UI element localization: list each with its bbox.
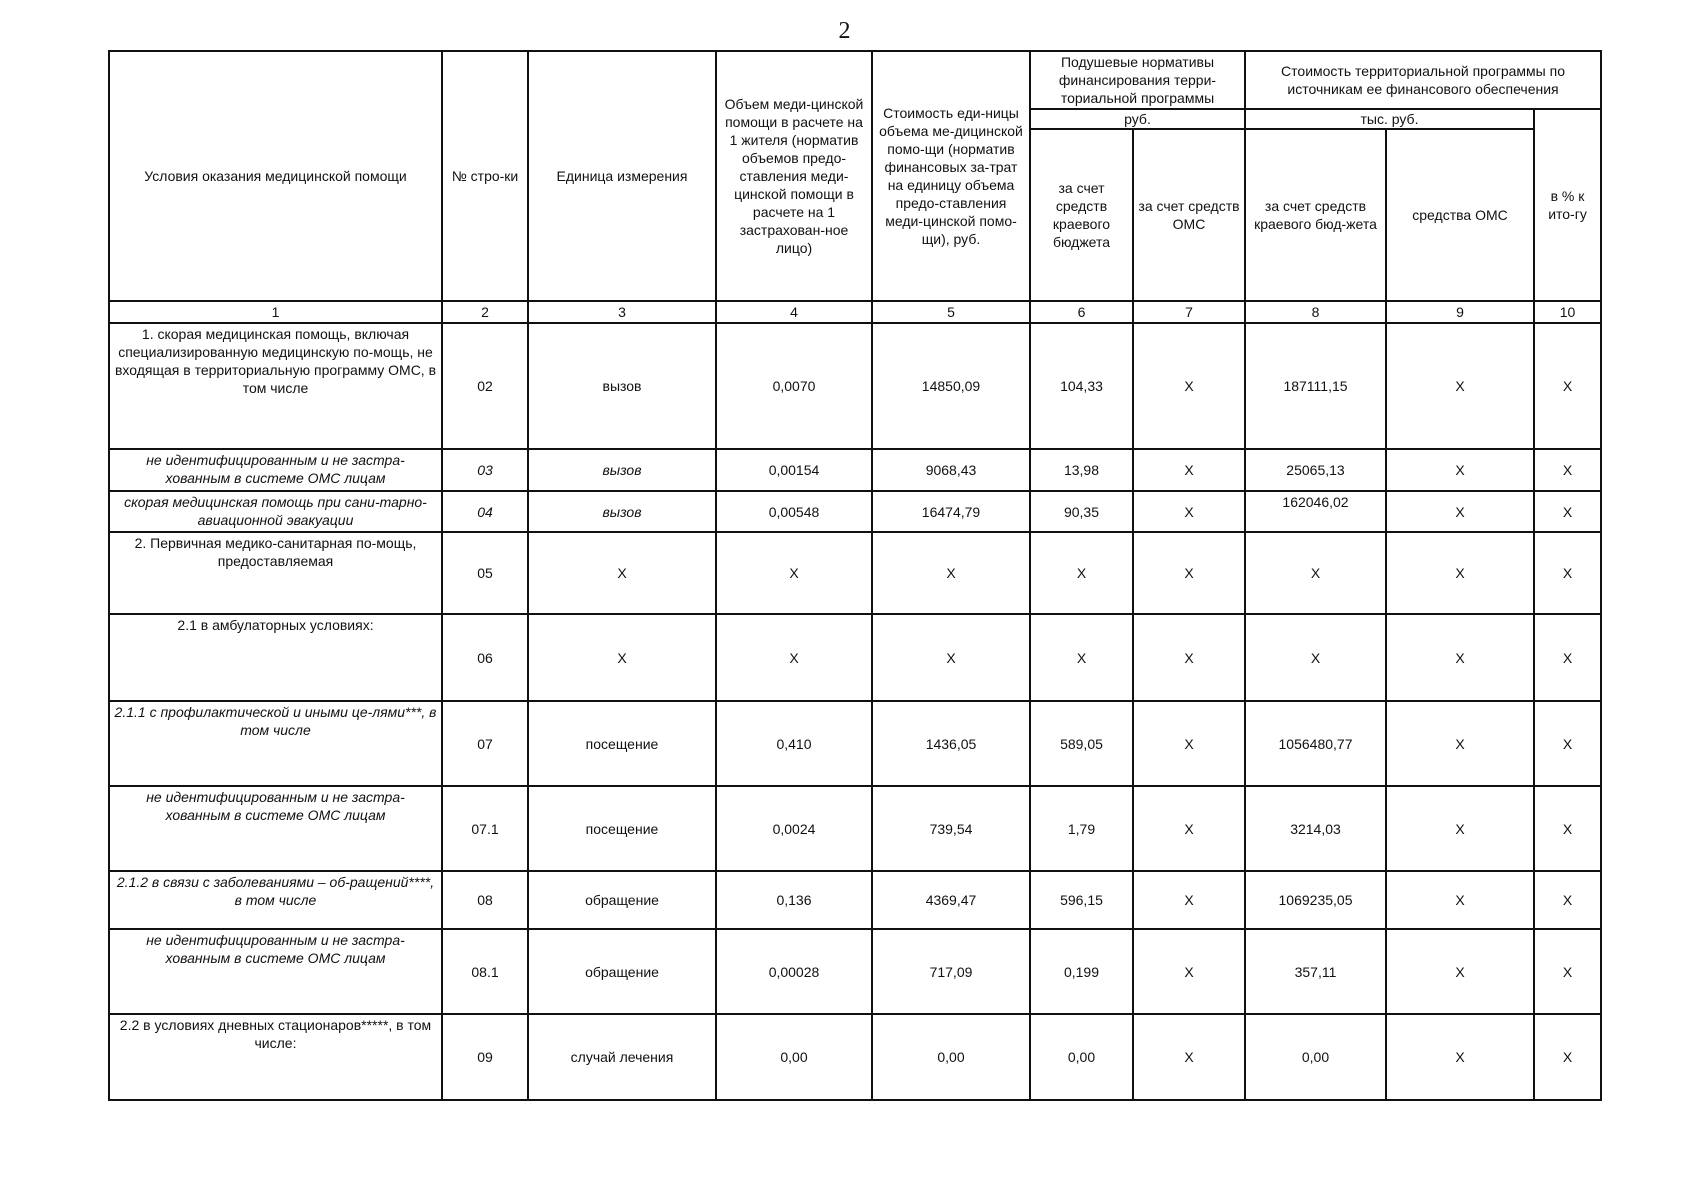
row-budget-total: Х — [1245, 614, 1386, 701]
table-row — [109, 701, 1601, 786]
row-oms-norm: Х — [1133, 1014, 1245, 1100]
row-volume: 0,136 — [716, 871, 872, 929]
row-unit: вызов — [528, 491, 716, 532]
row-budget-total: 0,00 — [1245, 1014, 1386, 1100]
row-number: 07 — [442, 701, 528, 786]
row-number: 03 — [442, 449, 528, 491]
header-oms-norm: за счет средств ОМС — [1133, 129, 1245, 301]
column-number: 6 — [1030, 301, 1133, 323]
row-oms-total: Х — [1386, 491, 1534, 532]
column-number: 2 — [442, 301, 528, 323]
row-budget-total: 1069235,05 — [1245, 871, 1386, 929]
row-unit: обращение — [528, 871, 716, 929]
row-oms-norm: Х — [1133, 701, 1245, 786]
row-volume: Х — [716, 532, 872, 614]
row-unit: Х — [528, 614, 716, 701]
row-percent: Х — [1534, 614, 1601, 701]
row-description: не идентифицированным и не застра-хованным в системе ОМС лицам — [109, 449, 442, 491]
row-volume: 0,00 — [716, 1014, 872, 1100]
row-budget-norm: 596,15 — [1030, 871, 1133, 929]
table-row — [109, 1014, 1601, 1100]
row-percent: Х — [1534, 929, 1601, 1014]
row-unit-cost: 4369,47 — [872, 871, 1030, 929]
row-volume: 0,0070 — [716, 323, 872, 449]
row-budget-total: 25065,13 — [1245, 449, 1386, 491]
row-unit-cost: 717,09 — [872, 929, 1030, 1014]
row-oms-total: Х — [1386, 871, 1534, 929]
row-unit-cost: 739,54 — [872, 786, 1030, 871]
row-description: 2.1.1 с профилактической и иными це-лями***, в том числе — [109, 701, 442, 786]
row-unit: случай лечения — [528, 1014, 716, 1100]
row-unit: вызов — [528, 449, 716, 491]
row-oms-total: Х — [1386, 786, 1534, 871]
column-number: 5 — [872, 301, 1030, 323]
column-numbers-row — [109, 301, 1601, 323]
row-unit-cost: 9068,43 — [872, 449, 1030, 491]
row-percent: Х — [1534, 532, 1601, 614]
row-volume: Х — [716, 614, 872, 701]
row-budget-total: 162046,02 — [1245, 491, 1386, 532]
row-percent: Х — [1534, 1014, 1601, 1100]
row-budget-norm: 589,05 — [1030, 701, 1133, 786]
row-budget-total: 187111,15 — [1245, 323, 1386, 449]
row-budget-norm: 0,199 — [1030, 929, 1133, 1014]
header-percent: в % к ито-гу — [1534, 109, 1601, 301]
row-unit: вызов — [528, 323, 716, 449]
row-budget-total: Х — [1245, 532, 1386, 614]
row-description: 1. скорая медицинская помощь, включая специализированную медицинскую по-мощь, не входящая в территориальную программу ОМС, в том числе — [109, 323, 442, 449]
column-number: 7 — [1133, 301, 1245, 323]
row-percent: Х — [1534, 491, 1601, 532]
row-budget-norm: 90,35 — [1030, 491, 1133, 532]
row-budget-norm: 1,79 — [1030, 786, 1133, 871]
row-description: 2.1.2 в связи с заболеваниями – об-ращений****, в том числе — [109, 871, 442, 929]
header-row-number: № стро-ки — [442, 51, 528, 301]
row-number: 09 — [442, 1014, 528, 1100]
row-percent: Х — [1534, 701, 1601, 786]
header-unit-cost: Стоимость еди-ницы объема ме-дицинской помо-щи (норматив финансовых за-трат на единицу объема предо-ставления меди-цинской помо-щи), руб. — [872, 51, 1030, 301]
row-volume: 0,0024 — [716, 786, 872, 871]
row-percent: Х — [1534, 786, 1601, 871]
row-number: 07.1 — [442, 786, 528, 871]
row-oms-total: Х — [1386, 323, 1534, 449]
table-row — [109, 614, 1601, 701]
header-conditions: Условия оказания медицинской помощи — [109, 51, 442, 301]
row-number: 05 — [442, 532, 528, 614]
row-number: 08.1 — [442, 929, 528, 1014]
row-number: 06 — [442, 614, 528, 701]
row-volume: 0,410 — [716, 701, 872, 786]
financing-table — [108, 50, 1602, 1101]
row-oms-total: Х — [1386, 532, 1534, 614]
row-number: 04 — [442, 491, 528, 532]
header-unit-rub: руб. — [1030, 109, 1245, 129]
row-budget-norm: Х — [1030, 532, 1133, 614]
row-budget-norm: Х — [1030, 614, 1133, 701]
table-row — [109, 491, 1601, 532]
row-volume: 0,00028 — [716, 929, 872, 1014]
row-budget-total: 3214,03 — [1245, 786, 1386, 871]
column-number: 3 — [528, 301, 716, 323]
row-budget-norm: 104,33 — [1030, 323, 1133, 449]
table-row — [109, 786, 1601, 871]
table-row — [109, 323, 1601, 449]
row-oms-norm: Х — [1133, 323, 1245, 449]
row-oms-total: Х — [1386, 614, 1534, 701]
header-program-cost-group: Стоимость территориальной программы по источникам ее финансового обеспечения — [1245, 51, 1601, 109]
header-budget-total: за счет средств краевого бюд-жета — [1245, 129, 1386, 301]
table-row — [109, 871, 1601, 929]
row-description: не идентифицированным и не застра-хованным в системе ОМС лицам — [109, 929, 442, 1014]
row-oms-norm: Х — [1133, 786, 1245, 871]
header-per-capita-group: Подушевые нормативы финансирования терри-ториальной программы — [1030, 51, 1245, 109]
row-unit: Х — [528, 532, 716, 614]
column-number: 9 — [1386, 301, 1534, 323]
column-number: 10 — [1534, 301, 1601, 323]
row-oms-norm: Х — [1133, 871, 1245, 929]
row-oms-norm: Х — [1133, 532, 1245, 614]
row-unit-cost: 14850,09 — [872, 323, 1030, 449]
column-number: 4 — [716, 301, 872, 323]
row-budget-total: 357,11 — [1245, 929, 1386, 1014]
row-unit-cost: Х — [872, 614, 1030, 701]
row-description: 2.2 в условиях дневных стационаров*****, в том числе: — [109, 1014, 442, 1100]
row-unit-cost: 16474,79 — [872, 491, 1030, 532]
row-percent: Х — [1534, 449, 1601, 491]
row-number: 02 — [442, 323, 528, 449]
row-description: 2.1 в амбулаторных условиях: — [109, 614, 442, 701]
row-oms-total: Х — [1386, 1014, 1534, 1100]
row-volume: 0,00548 — [716, 491, 872, 532]
row-budget-total: 1056480,77 — [1245, 701, 1386, 786]
row-unit: посещение — [528, 786, 716, 871]
table-row — [109, 532, 1601, 614]
row-unit: посещение — [528, 701, 716, 786]
row-oms-norm: Х — [1133, 491, 1245, 532]
header-unit-thous-rub: тыс. руб. — [1245, 109, 1534, 129]
table-row — [109, 449, 1601, 491]
row-oms-total: Х — [1386, 449, 1534, 491]
column-number: 1 — [109, 301, 442, 323]
row-percent: Х — [1534, 871, 1601, 929]
row-percent: Х — [1534, 323, 1601, 449]
row-oms-total: Х — [1386, 701, 1534, 786]
header-unit: Единица измерения — [528, 51, 716, 301]
row-description: 2. Первичная медико-санитарная по-мощь, предоставляемая — [109, 532, 442, 614]
row-oms-total: Х — [1386, 929, 1534, 1014]
row-unit-cost: Х — [872, 532, 1030, 614]
row-description: скорая медицинская помощь при сани-тарно-авиационной эвакуации — [109, 491, 442, 532]
row-oms-norm: Х — [1133, 929, 1245, 1014]
row-volume: 0,00154 — [716, 449, 872, 491]
row-oms-norm: Х — [1133, 449, 1245, 491]
row-unit-cost: 1436,05 — [872, 701, 1030, 786]
page-number: 2 — [838, 18, 851, 44]
header-budget-norm: за счет средств краевого бюджета — [1030, 129, 1133, 301]
table-row — [109, 929, 1601, 1014]
row-unit-cost: 0,00 — [872, 1014, 1030, 1100]
row-budget-norm: 0,00 — [1030, 1014, 1133, 1100]
column-number: 8 — [1245, 301, 1386, 323]
row-unit: обращение — [528, 929, 716, 1014]
row-budget-norm: 13,98 — [1030, 449, 1133, 491]
row-description: не идентифицированным и не застра-хованным в системе ОМС лицам — [109, 786, 442, 871]
header-oms-total: средства ОМС — [1386, 129, 1534, 301]
row-oms-norm: Х — [1133, 614, 1245, 701]
row-number: 08 — [442, 871, 528, 929]
header-volume: Объем меди-цинской помощи в расчете на 1 жителя (норматив объемов предо-ставления меди-цинской помощи в расчете на 1 застрахован-ное лицо) — [716, 51, 872, 301]
